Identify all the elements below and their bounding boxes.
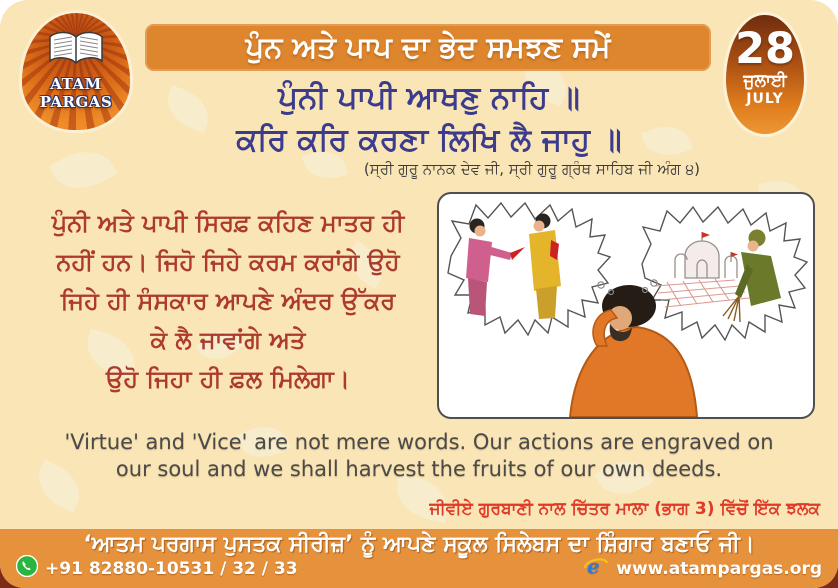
scripture-line2: ਕਰਿ ਕਰਿ ਕਰਣਾ ਲਿਖਿ ਲੈ ਜਾਹੁ ॥ <box>236 122 622 158</box>
logo-text-line2: PARGAS <box>39 93 113 111</box>
explanation-paragraph <box>16 204 440 399</box>
english-translation <box>0 429 838 483</box>
website-contact[interactable] <box>583 554 822 583</box>
thought-illustration <box>437 192 815 419</box>
translation-line2: our soul and we shall harvest the fruits of our own deeds. <box>115 457 723 481</box>
atam-pargas-logo <box>22 13 130 130</box>
source-note: ਜੀਵੀਏ ਗੁਰਬਾਣੀ ਨਾਲ ਚਿੱਤਰ ਮਾਲਾ (ਭਾਗ 3) ਵਿੱਚੋਂ ਇੱਕ ਝਲਕ <box>429 499 820 519</box>
title-banner <box>145 24 711 71</box>
date-month-punjabi: ਜੁਲਾਈ <box>743 71 787 91</box>
svg-text:e: e <box>587 554 600 578</box>
explanation-line: ਕੇ ਲੈ ਜਾਵਾਂਗੇ ਅਤੇ <box>150 326 306 354</box>
open-book-icon <box>22 29 130 75</box>
scripture-quote <box>138 77 720 161</box>
footer-headline: ‘ਆਤਮ ਪਰਗਾਸ ਪੁਸਤਕ ਸੀਰੀਜ਼’ ਨੂੰ ਆਪਣੇ ਸਕੂਲ ਸਿਲੇਬਸ ਦਾ ਸ਼ਿੰਗਾਰ ਬਣਾਓ ਜੀ। <box>83 532 755 557</box>
leaf-decoration <box>49 139 117 202</box>
logo-text-line1: ATAM <box>50 75 102 93</box>
date-day: 28 <box>735 24 795 74</box>
explanation-line: ਨਹੀਂ ਹਨ। ਜਿਹੋ ਜਿਹੇ ਕਰਮ ਕਰਾਂਗੇ ਉਹੋ <box>56 248 400 276</box>
date-badge <box>726 15 804 134</box>
scripture-attribution: (ਸ੍ਰੀ ਗੁਰੂ ਨਾਨਕ ਦੇਵ ਜੀ, ਸ੍ਰੀ ਗੁਰੂ ਗ੍ਰੰਥ ਸਾਹਿਬ ਜੀ ਅੰਗ ੪) <box>363 160 700 178</box>
explanation-line: ਉਹੋ ਜਿਹਾ ਹੀ ਫ਼ਲ ਮਿਲੇਗਾ। <box>106 365 350 393</box>
browser-e-icon[interactable] <box>583 554 609 583</box>
poster-title: ਪੁੰਨ ਅਤੇ ਪਾਪ ਦਾ ਭੇਦ ਸਮਝਣ ਸਮੇਂ <box>245 30 611 64</box>
footer-contact-row <box>0 554 838 583</box>
translation-line1: 'Virtue' and 'Vice' are not mere words. Our actions are engraved on <box>64 430 774 454</box>
footer-bar <box>0 529 838 588</box>
phone-number[interactable]: +91 82880-10531 / 32 / 33 <box>45 558 298 579</box>
illustration-drawing <box>439 194 813 417</box>
explanation-line: ਜਿਹੇ ਹੀ ਸੰਸਕਾਰ ਆਪਣੇ ਅੰਦਰ ਉੱਕਰ <box>60 287 396 315</box>
website-url[interactable]: www.atampargas.org <box>616 558 822 579</box>
explanation-line: ਪੁੰਨੀ ਅਤੇ ਪਾਪੀ ਸਿਰਫ਼ ਕਹਿਣ ਮਾਤਰ ਹੀ <box>51 209 405 237</box>
date-month-english: JULY <box>746 91 784 107</box>
whatsapp-icon[interactable] <box>16 555 38 582</box>
phone-contact[interactable] <box>16 555 298 582</box>
scripture-line1: ਪੁੰਨੀ ਪਾਪੀ ਆਖਣੁ ਨਾਹਿ ॥ <box>278 80 580 116</box>
